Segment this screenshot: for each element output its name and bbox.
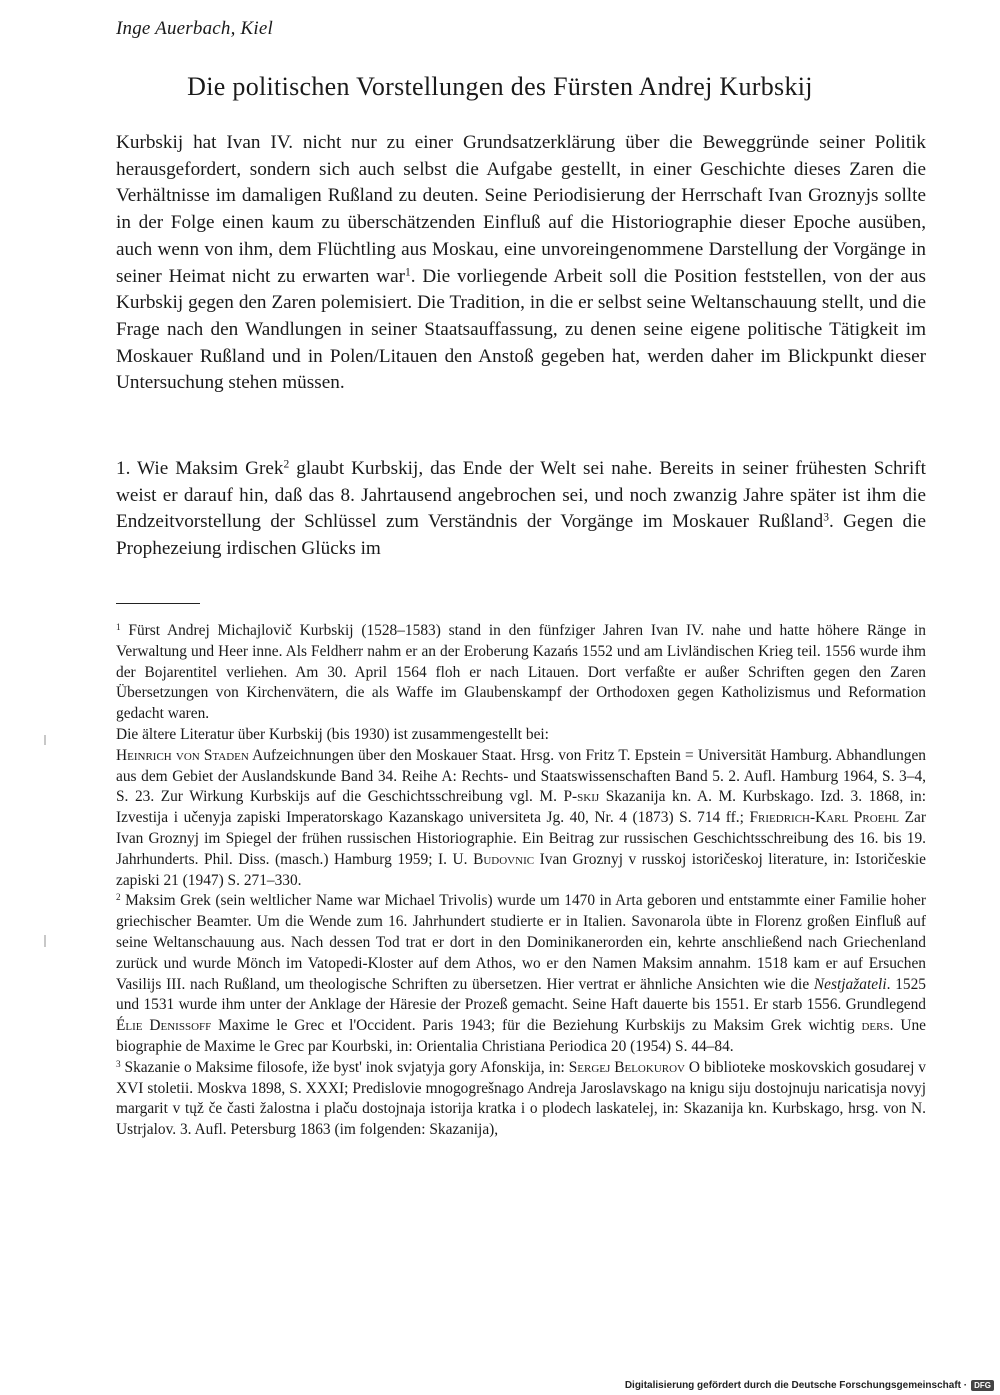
footnote-ref-3[interactable]: 3 bbox=[823, 512, 829, 525]
author-name: Heinrich von Staden bbox=[116, 746, 249, 764]
body-text: Kurbskij hat Ivan IV. nicht nur zu einer Grundsatzerklärung über die Beweggründe seiner Politik herausgefordert, sondern sich auch selbst die Aufgabe gestellt, in einer Geschichte dieses Zaren die Verhältnisse im damaligen Rußland zu deuten. Seine Periodisierung der Herrschaft Ivan Groznyjs sollte in der Folge einen kaum zu überschätzenden Einfluß auf die Historiographie dieser Epoche ausüben, auch wenn von ihm, dem Flüchtling aus Moskau, eine unvoreingenommene Darstellung der Vorgänge in seiner Heimat nicht zu erwarten war bbox=[116, 132, 926, 287]
footnote-text: Aufzeichnungen über den Moskauer Staat. Hrsg. von Fritz T. Epstein = Universität Hamburg. Abhandlungen aus dem Gebiet der Auslandskunde Band 34. Reihe A: Rechts- und Staatswissenschaften Band 5. 2. Aufl. Hamburg 1964, S. 3–4, S. 23. Zur Wirkung Kurbskijs auf die Geschichtsschreibung vgl. M. bbox=[116, 746, 926, 806]
digitization-footer bbox=[625, 1380, 994, 1391]
italic-term: Nestjažateli bbox=[813, 975, 887, 993]
body-text: . Gegen die Prophezeiung irdischen Glücks im bbox=[116, 511, 926, 560]
footnote-2 bbox=[116, 891, 926, 1057]
footnote-text: Zar Ivan Groznyj im Spiegel der frühen russischen Historiographie. Ein Beitrag zur russischen Geschichtsschreibung des 16. bis 19. Jahrhunderts. Phil. Diss. (masch.) Hamburg 1959; I. U. bbox=[116, 809, 926, 868]
footnote-ref-1[interactable]: 1 bbox=[404, 266, 411, 279]
author-name: Budovnic bbox=[473, 850, 535, 868]
author-name: Sergej Belokurov bbox=[568, 1058, 685, 1076]
footnote-1-literature bbox=[116, 746, 926, 892]
footnote-text: Skazanie o Maksime filosofe, iže byst' inok svjatyja gory Afonskija, in: bbox=[120, 1058, 569, 1076]
footnote-1-literature-intro: Die ältere Literatur über Kurbskij (bis 1930) ist zusammengestellt bei: bbox=[116, 725, 549, 743]
footnote-text: Skazanija kn. A. M. Kurbskago. Izd. 3. 1868, in: Izvestija i učenyja zapiski Imperatorskago Kazanskago universiteta Jg. 40, Nr. 4 (1873) S. 714 ff.; bbox=[116, 788, 926, 827]
author-name: Friedrich-Karl Proehl bbox=[749, 809, 900, 827]
article-title: Die politischen Vorstellungen des Fürsten Andrej Kurbskij bbox=[187, 72, 813, 101]
footnote-text: O biblioteke moskovskich gosudarej v XVI stoletii. Moskva 1898, S. XXXI; Predislovie mnogogrešnago Andreja Jaroslavskago na knigu siju dostojnuju naricatisja novyj margarit v tųž če časti žalostna i plaču dostojnaja istorija kratka i o plodech laskatelej, in: Skazanija kn. Kurbskago, hrsg. von N. Ustrjalov. 3. Aufl. Petersburg 1863 (im folgenden: Skazanija), bbox=[116, 1058, 926, 1139]
footnote-text: Maksim Grek (sein weltlicher Name war Michael Trivolis) wurde um 1470 in Arta geboren und entstammte einer Familie hoher griechischer Beamter. Um die Wende zum 16. Jahrhundert studierte er in Italien. Savonarola übte in Florenz großen Einfluß auf seine Weltanschauung aus. Nach dessen Tod trat er dort in den Dominikanerorden ein, kehrte anschließend nach Griechenland zurück und wurde Mönch im Vatopedi-Kloster auf dem Athos, wo er den Namen Maksim annahm. 1518 kam er auf Ersuchen Vasilijs III. nach Rußland, um theologische Schriften zu übersetzen. Hier vertrat er ähnliche Ansichten wie die bbox=[116, 892, 926, 993]
body-text: 1. Wie Maksim Grek bbox=[116, 458, 284, 479]
footnotes bbox=[116, 621, 926, 1141]
footnote-text: . 1525 und 1531 wurde ihm unter der Anklage der Häresie der Prozeß gemacht. Seine Haft dauerte bis 1551. Er starb 1556. Grundlegend bbox=[116, 975, 926, 1014]
margin-mark bbox=[44, 935, 46, 947]
footer-text: Digitalisierung gefördert durch die Deutsche Forschungsgemeinschaft · bbox=[624, 1380, 968, 1391]
body-paragraph-2 bbox=[116, 456, 926, 563]
margin-mark bbox=[44, 735, 46, 745]
body-paragraph-1 bbox=[116, 130, 926, 397]
footnote-text: Maxime le Grec et l'Occident. Paris 1943; für die Beziehung Kurbskijs zu Maksim Grek wichtig bbox=[211, 1017, 862, 1035]
footnote-number: 2 bbox=[116, 892, 121, 903]
body-text: glaubt Kurbskij, das Ende der Welt sei nahe. Bereits in seiner frühesten Schrift weist er darauf hin, daß das 8. Jahrtausend angebrochen sei, und noch zwanzig Jahre später ist ihm die Endzeitvorstellung der Schlüssel zum Verständnis der Vorgänge im Moskauer Rußland bbox=[116, 458, 926, 533]
author-line: Inge Auerbach, Kiel bbox=[116, 18, 273, 39]
footnote-number: 1 bbox=[116, 621, 121, 632]
footnote-text: Fürst Andrej Michajlovič Kurbskij (1528–1583) stand in den fünfziger Jahren Ivan IV. nahe und hatte höhere Ränge in Verwaltung und Heer inne. Als Feldherr nahm er an der Eroberung Kazańs 1552 und am Livländischen Krieg teil. 1556 wurde ihm der Bojarentitel verliehen. Am 30. April 1564 floh er nach Litauen. Dort verfaßte er außer Schriften gegen den Zaren Übersetzungen von Kirchenvätern, die als Waffe im Glaubenskampf der Orthodoxen gegen Katholizismus und Reformation gedacht waren. bbox=[116, 622, 926, 723]
footnote-ref-2[interactable]: 2 bbox=[283, 458, 290, 471]
ders-abbrev: ders bbox=[861, 1017, 890, 1035]
author-name: P-skij bbox=[563, 788, 600, 806]
footnote-1 bbox=[116, 621, 926, 725]
author-name: Élie Denissoff bbox=[116, 1017, 212, 1035]
dfg-logo: DFG bbox=[971, 1380, 994, 1391]
footnote-text: . Une biographie de Maxime le Grec par Kourbski, in: Orientalia Christiana Periodica 20 (1954) S. 44–84. bbox=[116, 1017, 926, 1055]
footnote-number: 3 bbox=[116, 1058, 121, 1069]
footnote-3 bbox=[116, 1058, 926, 1141]
footnote-divider bbox=[116, 603, 200, 604]
footnote-text: Ivan Groznyj v russkoj istoričeskoj literature, in: Istoričeskie zapiski 21 (1947) S. 271–330. bbox=[116, 850, 927, 889]
body-text: . Die vorliegende Arbeit soll die Position feststellen, von der aus Kurbskij gegen den Zaren polemisiert. Die Tradition, in die er selbst seine Weltanschauung stellt, und die Frage nach den Wandlungen in seiner Staatsauffassung, zu denen seine eigene politische Tätigkeit im Moskauer Rußland und in Polen/Litauen den Anstoß gegeben hat, werden daher im Blickpunkt dieser Untersuchung stehen müssen. bbox=[116, 265, 926, 394]
